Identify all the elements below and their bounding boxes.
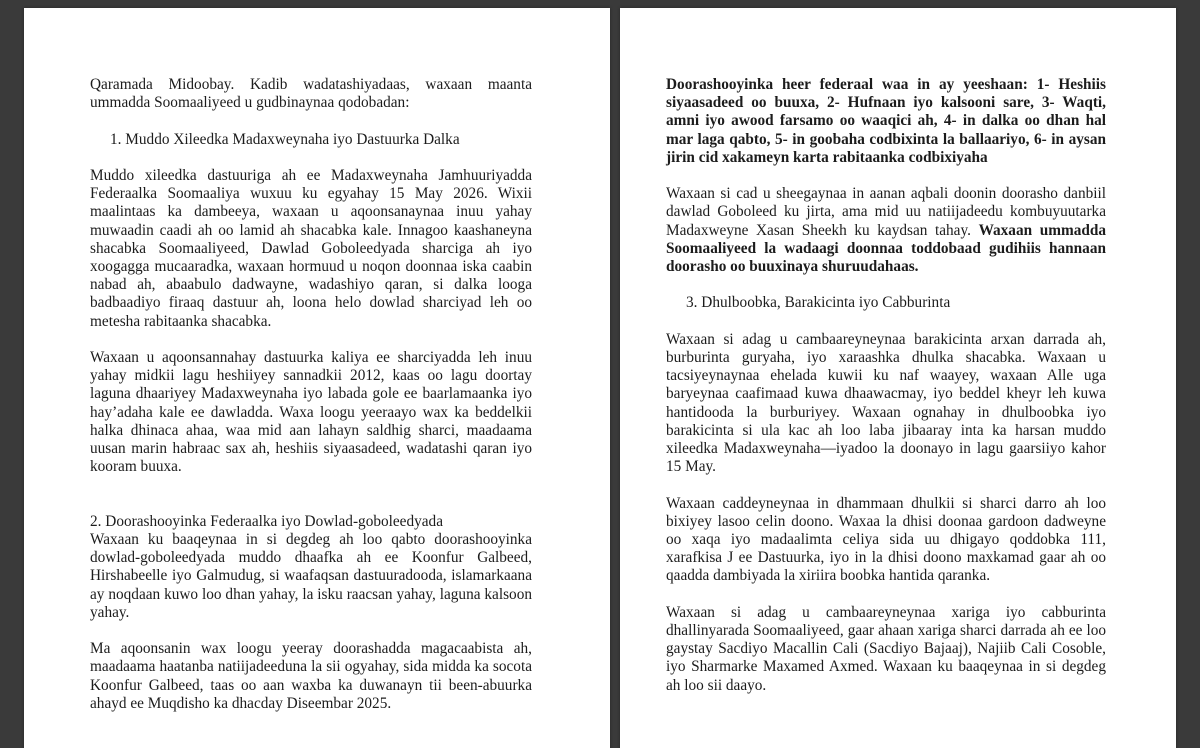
section-3-paragraph-2: Waxaan caddeyneynaa in dhammaan dhulkii si sharci darro ah loo bixiyey lasoo celin doono. Waxaa la dhisi doonaa gardoon dadweyne oo xaqa iyo madaalimta celiya sida uu dhigayo qoddobka 111, xarafkisa J ee Dastuurka, iyo in la dhisi doono maxkamad gaar ah oo qaadda dambiyada la xiriira boobka hantida qaranka. bbox=[666, 494, 1106, 585]
section-3-paragraph-3: Waxaan si adag u cambaareyneynaa xariga iyo cabburinta dhallinyarada Soomaaliyeed, gaar ahaan xariga sharci darrada ah ee loo gaystay Sacdiyo Macallin Cali (Sacdiyo Bajaaj), Najiib Cali Cosoble, iyo Sharmarke Maxamed Axmed. Waxaan ku baaqeynaa in si degdeg ah loo sii daayo. bbox=[666, 603, 1106, 694]
section-2-paragraph-1: Waxaan ku baaqeynaa in si degdeg ah loo qabto doorashooyinka dowlad-goboleedyada muddo dhaafka ah ee Koonfur Galbeed, Hirshabeelle iyo Galmudug, si waafaqsan dastuuradooda, islamarkaana ay noqdaan kuwo loo dhan yahay, la isku raacsan yahay, laguna kalsoon yahay. bbox=[90, 531, 532, 621]
section-3-heading: 3. Dhulboobka, Barakicinta iyo Cabburinta bbox=[686, 294, 951, 312]
section-2-heading: 2. Doorashooyinka Federaalka iyo Dowlad-goboleedyada bbox=[90, 512, 443, 530]
left-column bbox=[90, 76, 532, 713]
elections-commitment-text: Waxaan ummadda Soomaaliyeed la wadaagi doonnaa toddobaad gudihiis hannaan doorasho oo buuxinaya shuruudahaas. bbox=[666, 221, 1107, 276]
section-1-heading: 1. Muddo Xileedka Madaxweynaha iyo Dastuurka Dalka bbox=[110, 130, 460, 148]
page-right bbox=[620, 8, 1176, 748]
section-2-paragraph-2: Ma aqoonsanin wax loogu yeeray doorashadda magacaabista ah, maadaama haatanba natiijadeeduna la sii ogyahay, sida midda ka socota Koonfur Galbeed, taas oo aan waxba ka duwanayn tii been-abuurka ahayd ee Muqdisho ka dhacday Diseembar 2025. bbox=[90, 640, 532, 712]
page-left bbox=[24, 8, 610, 748]
elections-rejection-paragraph bbox=[666, 185, 1106, 276]
section-3-paragraph-1: Waxaan si adag u cambaareyneynaa barakicinta arxan darrada ah, burburinta guryaha, iyo xaraashka dhulka shacabka. Waxaan u tacsiyeynaynaa ehelada kuwii ku naf waayey, waxaan Alle uga baryeynaa caafimaad kuwa dhaawacmay, iyo beddel kheyr leh kuwa hantidooda la burburiyey. Waxaan ognahay in dhulboobka iyo barakicinta si ula kac ah loo laba jibaaray inta ka harsan muddo xileedka Madaxweynaha—iyadoo la doonayo in lagu gaarsiiyo kahor 15 May. bbox=[666, 330, 1106, 476]
federal-elections-conditions: Doorashooyinka heer federaal waa in ay yeeshaan: 1- Heshiis siyaasadeed oo buuxa, 2- Hufnaan iyo kalsooni sare, 3- Waqti, amni iyo awood farsamo oo waaqici ah, 4- in dalka oo dhan hal mar laga qabto, 5- in goobaha codbixinta la ballaariyo, 6- in aysan jirin cid xakameyn karta rabitaanka codbixiyaha bbox=[666, 76, 1106, 166]
section-1-paragraph-2: Waxaan u aqoonsannahay dastuurka kaliya ee sharciyadda leh inuu yahay midkii lagu heshiiyey sannadkii 2012, kaas oo lagu doortay laguna dhaariyey Madaxweynaha iyo labada gole ee baarlamaanka iyo hay’adaha kale ee dawladda. Waxa loogu yeeraayo wax ka beddelkii halka dhinaca ahaa, waa mid aan lahayn saldhig sharci, maadaama uusan marin habraac sax ah, heshiis siyaasadeed, wadatashi qaran iyo kooram buuxa. bbox=[90, 349, 532, 476]
section-1-paragraph-1: Muddo xileedka dastuuriga ah ee Madaxweynaha Jamhuuriyadda Federaalka Soomaaliya wuxuu ku egyahay 15 May 2026. Wixii maalintaas ka dambeeya, waxaan u aqoonsanaynaa inuu yahay muwaadin caadi ah oo lamid ah shacabka kale. Innagoo kaashaneyna shacabka Soomaaliyeed, Dawlad Goboleedyada sharciga ah iyo xoogagga mucaaradka, waxaan hormuud u noqon doonnaa iska caabin nabad ah, abaabulo dadwayne, wadashiyo qaran, si dalka looga badbaadiyo firaaq dastuur ah, loona helo dowlad sharciyad leh oo metesha rabitaanka shacabka. bbox=[90, 166, 532, 330]
elections-rejection-text: Waxaan si cad u sheegaynaa in aanan aqbali doonin doorasho danbiil dawlad Goboleed ku jirta, ama mid uu natiijadeedu kombuyuutarka Madaxweyne Xasan Sheekh ku kaydsan tahay. bbox=[666, 185, 1106, 239]
right-column bbox=[666, 76, 1106, 695]
intro-paragraph: Qaramada Midoobay. Kadib wadatashiyadaas, waxaan maanta ummadda Soomaaliyeed u gudbinaynaa qodobadan: bbox=[90, 76, 532, 112]
